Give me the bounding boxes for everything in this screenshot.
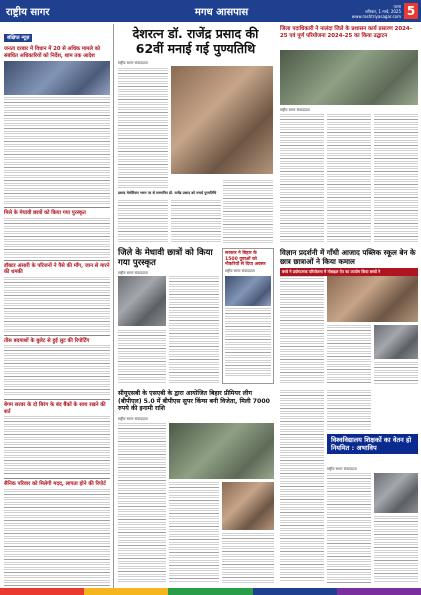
city-label: पटना <box>393 3 401 9</box>
right-byline: राष्ट्रीय सागर संवाददाता <box>280 108 310 112</box>
brief-tag: संक्षिप्त न्यूज़ <box>4 34 32 42</box>
brief-body-5 <box>4 416 110 476</box>
sports-headline: सीयूएसबी के एसएबी के द्वारा आयोजित बिहार प्रीमियर लीग (बीपीएल) 5.0 में बीपीएस सुपर किंग्स बनी विजेता, मिली 7000 रुपये की इनामी राशि <box>118 390 270 413</box>
university-headline: विश्वविद्यालय शिक्षकों का वेतन हो नियमित : अभाविप <box>327 434 418 454</box>
brief-headline-2: मिले के मेघावी छात्रों को किया गया पुरस्कृत <box>4 210 86 216</box>
university-body-1 <box>327 473 371 583</box>
brief-body-3 <box>4 277 110 333</box>
students-headline: जिले के मेधावी छात्रों को किया गया पुरस्कृत <box>118 248 213 268</box>
divider <box>4 478 110 479</box>
footer-strip <box>0 588 421 595</box>
brief-body-1 <box>4 97 110 205</box>
paper-name: राष्ट्रीय सागर <box>0 0 102 22</box>
students-byline: राष्ट्रीय सागर संवाददाता <box>118 271 148 275</box>
left-column <box>4 24 114 589</box>
students-body-2 <box>169 276 219 384</box>
lead-photo <box>171 66 273 174</box>
students-body-1 <box>118 330 166 384</box>
right-body-col-3 <box>374 114 418 244</box>
university-photo <box>374 473 418 513</box>
sports-photo-2 <box>222 482 274 530</box>
web-label: www.rashtriyasagar.com <box>351 13 401 19</box>
brief-body-6 <box>4 489 110 590</box>
divider <box>4 335 110 336</box>
section-title: मगध आसपास <box>102 0 341 22</box>
right-headline: जिला पदाधिकारी ने नालंदा जिले के प्रशासन कार्य प्रसारण 2024-25 एवं पूर्ण परियोजना 2024-25 का किया उद्घाटन <box>280 26 412 39</box>
side-box-photo <box>225 276 271 306</box>
brief-headline-5: बेगम सरवर के दो बिरंग के बंद बैंकों के साथ रखने की शर्त <box>4 402 106 415</box>
brief-body-4 <box>4 345 110 397</box>
lead-body-col-2 <box>118 200 168 244</box>
lead-body-col-3 <box>171 200 221 244</box>
science-subhead: बच्चे ने प्रयोगात्मक परियोजना में मोबाइल ऐप का उपयोग किया बच्चों ने <box>280 268 418 276</box>
science-body-2 <box>327 325 371 384</box>
brief-headline-4: तीस बदमाशों के बुलेट से हुई लुट की रिपोर्टिंग <box>4 337 90 344</box>
sports-body-3 <box>222 533 274 583</box>
right-body-col-2 <box>327 114 371 244</box>
right-photo <box>280 50 418 105</box>
side-box <box>222 248 274 384</box>
students-photo <box>118 276 166 326</box>
lead-body-col-4 <box>223 180 273 244</box>
page-number: 5 <box>404 3 418 19</box>
right-body-col-1 <box>280 114 324 244</box>
science-photo-2 <box>374 325 418 359</box>
side-box-headline: सरकार ने बिहार के 1500 युवाओं को नौकरियों से दिया अवसर <box>225 251 266 268</box>
science-headline: विज्ञान प्रदर्शनी में गाँधी आजाद पब्लिक स्कूल बेन के छात्र छात्राओं ने किया कमाल <box>280 248 416 266</box>
brief-headline-3: डॉक्टर अंसारी के परिजनों ने पैसे की माँग, जान से मारने की धमकी <box>4 262 110 275</box>
sports-body-1 <box>118 423 166 583</box>
sports-photo-1 <box>169 423 274 479</box>
science-continued-2 <box>327 390 371 430</box>
brief-headline-6: सैनिक परिवार को मिलेगी मदद, लापता होने की रिपोर्ट <box>4 481 106 487</box>
sports-byline: राष्ट्रीय सागर संवाददाता <box>118 417 148 421</box>
science-continued-1 <box>280 390 324 582</box>
divider <box>4 399 110 400</box>
side-box-body <box>225 308 271 376</box>
side-box-byline: राष्ट्रीय सागर संवाददाता <box>225 268 255 273</box>
lead-headline: देशरत्न डॉ. राजेंद्र प्रसाद की 62वीं मनाई गई पुण्यतिथि <box>132 26 259 56</box>
date-block <box>341 0 421 22</box>
date-label: शनिवार, 1 मार्च, 2025 <box>365 8 401 14</box>
divider <box>4 207 110 208</box>
brief-body-2 <box>4 218 110 258</box>
science-body-1 <box>280 276 324 384</box>
science-body-3 <box>374 362 418 384</box>
science-photo-1 <box>327 276 418 322</box>
brief-headline-1: जनता दरबार में विधान में 20 से अधिक मामले को संबंधित अधिकारियों को निर्देश, शाम तक आदेश <box>4 46 101 59</box>
divider <box>4 260 110 261</box>
university-byline: राष्ट्रीय सागर संवाददाता <box>327 467 357 471</box>
university-body-2 <box>374 516 418 583</box>
lead-body-col-1 <box>118 68 168 188</box>
lead-photo-caption: प्रसाद मेमोरियल भवन पर से सम्मानित डॉ. राजेंद्र प्रसाद को मनाई पुण्यतिथि <box>118 191 217 195</box>
sports-body-2 <box>169 482 219 582</box>
lead-byline: राष्ट्रीय सागर संवाददाता <box>118 61 148 65</box>
masthead <box>0 0 421 22</box>
brief-photo <box>4 61 110 95</box>
lead-byline-wrap <box>118 60 168 67</box>
